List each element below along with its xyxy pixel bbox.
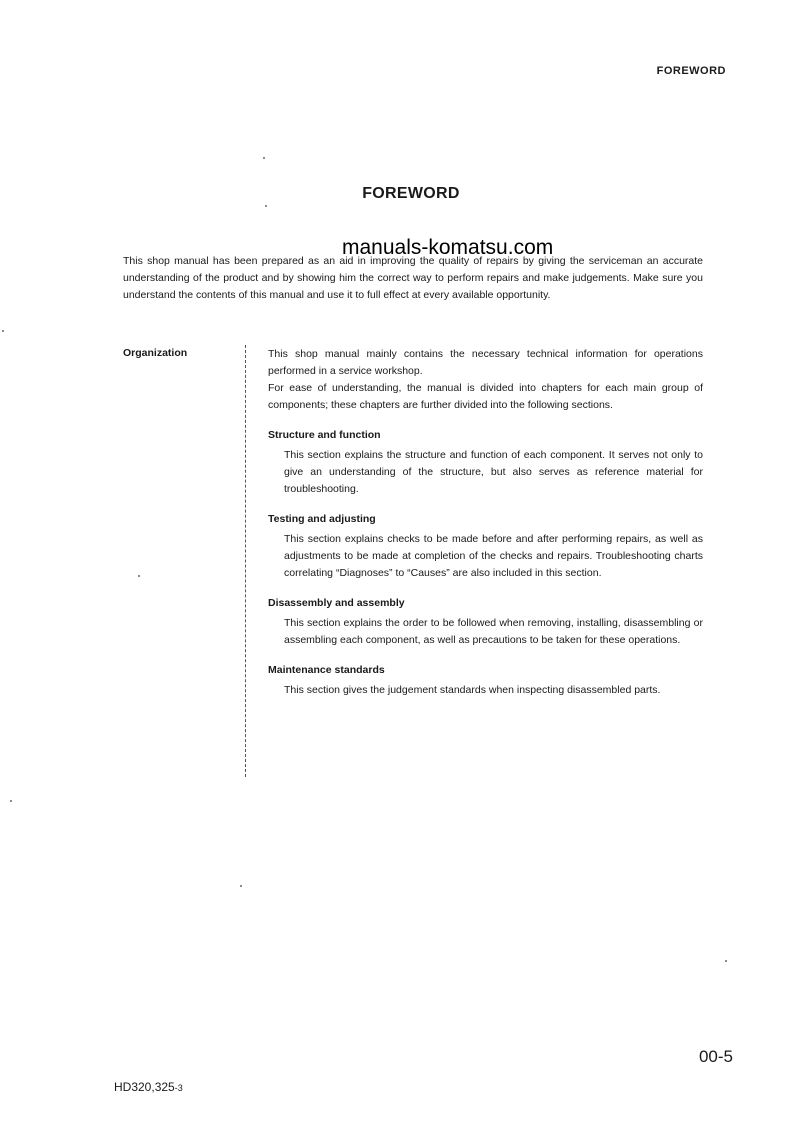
scan-speck <box>10 800 12 802</box>
section-heading: Testing and adjusting <box>268 513 376 525</box>
section-disassembly-assembly <box>268 595 703 649</box>
section-structure-function <box>268 427 703 498</box>
organization-label: Organization <box>123 347 188 359</box>
page-title: FOREWORD <box>362 185 460 202</box>
page-number: 00-5 <box>698 1047 733 1066</box>
running-header: FOREWORD <box>656 65 726 77</box>
organization-paragraph-1: This shop manual mainly contains the necessary technical information for operations performed in a service workshop. <box>268 348 703 377</box>
scan-speck <box>138 575 140 577</box>
section-body: This section explains checks to be made before and after performing repairs, as well as adjustments to be made at completion of the checks and repairs. Troubleshooting charts correlating “Diagnoses” to “Causes” are also included in this section. <box>284 533 703 579</box>
scan-speck <box>725 960 727 962</box>
section-heading: Maintenance standards <box>268 664 385 676</box>
footer-model-suffix: -3 <box>174 1083 183 1093</box>
watermark-text: manuals-komatsu.com <box>342 236 554 259</box>
column-divider <box>245 345 246 777</box>
organization-content <box>268 346 703 699</box>
footer-model-name: HD320,325 <box>114 1080 175 1094</box>
scan-speck <box>240 885 242 887</box>
scan-speck <box>265 205 267 207</box>
intro-paragraph: This shop manual has been prepared as an aid in improving the quality of repairs by giving the serviceman an accurate understanding of the product and by showing him the correct way to perform repairs and make judgements. Make sure you understand the contents of this manual and use it to full effect at every available opportunity. <box>123 255 703 301</box>
scan-speck <box>2 330 4 332</box>
section-maintenance-standards <box>268 662 703 699</box>
scan-speck <box>263 157 265 159</box>
footer-model <box>114 1080 183 1094</box>
section-testing-adjusting <box>268 511 703 582</box>
section-heading: Disassembly and assembly <box>268 597 405 609</box>
organization-paragraph-2: For ease of understanding, the manual is divided into chapters for each main group of components; these chapters are further divided into the following sections. <box>268 382 703 411</box>
section-heading: Structure and function <box>268 429 381 441</box>
section-body: This section explains the structure and function of each component. It serves not only to give an understanding of the structure, but also serves as reference material for troubleshooting. <box>284 449 703 495</box>
section-body: This section explains the order to be followed when removing, installing, disassembling or assembling each component, as well as precautions to be taken for these operations. <box>284 617 703 646</box>
section-body: This section gives the judgement standards when inspecting disassembled parts. <box>284 684 661 696</box>
